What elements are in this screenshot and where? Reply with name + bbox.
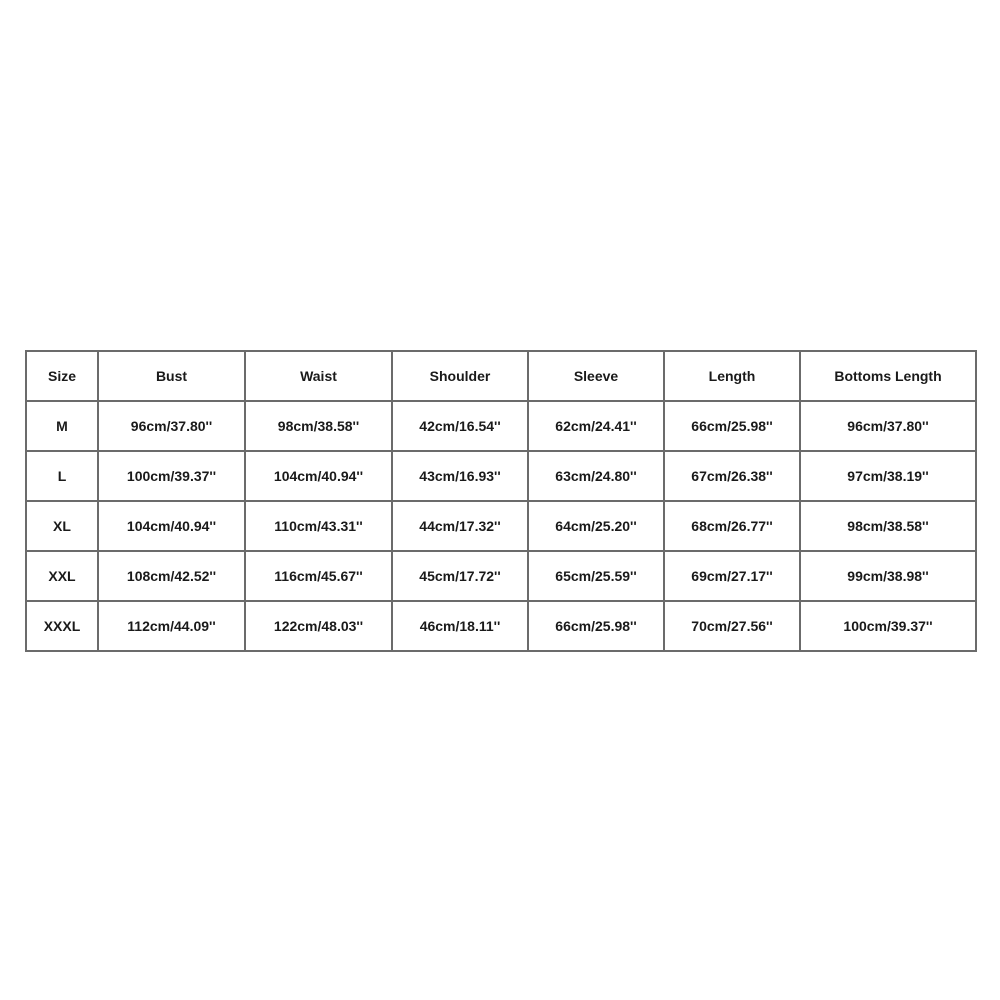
size-cell: XXL (26, 551, 98, 601)
table-cell: 62cm/24.41'' (528, 401, 664, 451)
table-cell: 112cm/44.09'' (98, 601, 245, 651)
table-cell: 63cm/24.80'' (528, 451, 664, 501)
header-cell: Bust (98, 351, 245, 401)
table-cell: 100cm/39.37'' (98, 451, 245, 501)
table-cell: 96cm/37.80'' (98, 401, 245, 451)
table-cell: 69cm/27.17'' (664, 551, 800, 601)
table-cell: 97cm/38.19'' (800, 451, 976, 501)
table-cell: 43cm/16.93'' (392, 451, 528, 501)
table-cell: 45cm/17.72'' (392, 551, 528, 601)
table-cell: 68cm/26.77'' (664, 501, 800, 551)
table-cell: 98cm/38.58'' (245, 401, 392, 451)
table-cell: 110cm/43.31'' (245, 501, 392, 551)
header-cell: Sleeve (528, 351, 664, 401)
table-cell: 122cm/48.03'' (245, 601, 392, 651)
table-row (26, 601, 976, 651)
table-cell: 104cm/40.94'' (245, 451, 392, 501)
header-cell: Size (26, 351, 98, 401)
table-cell: 100cm/39.37'' (800, 601, 976, 651)
table-row (26, 551, 976, 601)
header-cell: Waist (245, 351, 392, 401)
table-row (26, 501, 976, 551)
size-cell: XL (26, 501, 98, 551)
table-cell: 96cm/37.80'' (800, 401, 976, 451)
size-cell: XXXL (26, 601, 98, 651)
table-cell: 42cm/16.54'' (392, 401, 528, 451)
size-cell: L (26, 451, 98, 501)
size-chart-table (25, 350, 977, 652)
table-cell: 66cm/25.98'' (528, 601, 664, 651)
table-cell: 99cm/38.98'' (800, 551, 976, 601)
table-row (26, 451, 976, 501)
table-cell: 65cm/25.59'' (528, 551, 664, 601)
header-cell: Bottoms Length (800, 351, 976, 401)
table-cell: 98cm/38.58'' (800, 501, 976, 551)
table-cell: 70cm/27.56'' (664, 601, 800, 651)
header-cell: Length (664, 351, 800, 401)
table-cell: 104cm/40.94'' (98, 501, 245, 551)
header-row (26, 351, 976, 401)
table-cell: 44cm/17.32'' (392, 501, 528, 551)
table-cell: 64cm/25.20'' (528, 501, 664, 551)
header-cell: Shoulder (392, 351, 528, 401)
table-cell: 108cm/42.52'' (98, 551, 245, 601)
table-row (26, 401, 976, 451)
table-cell: 66cm/25.98'' (664, 401, 800, 451)
size-cell: M (26, 401, 98, 451)
table-cell: 67cm/26.38'' (664, 451, 800, 501)
table-cell: 46cm/18.11'' (392, 601, 528, 651)
table-cell: 116cm/45.67'' (245, 551, 392, 601)
